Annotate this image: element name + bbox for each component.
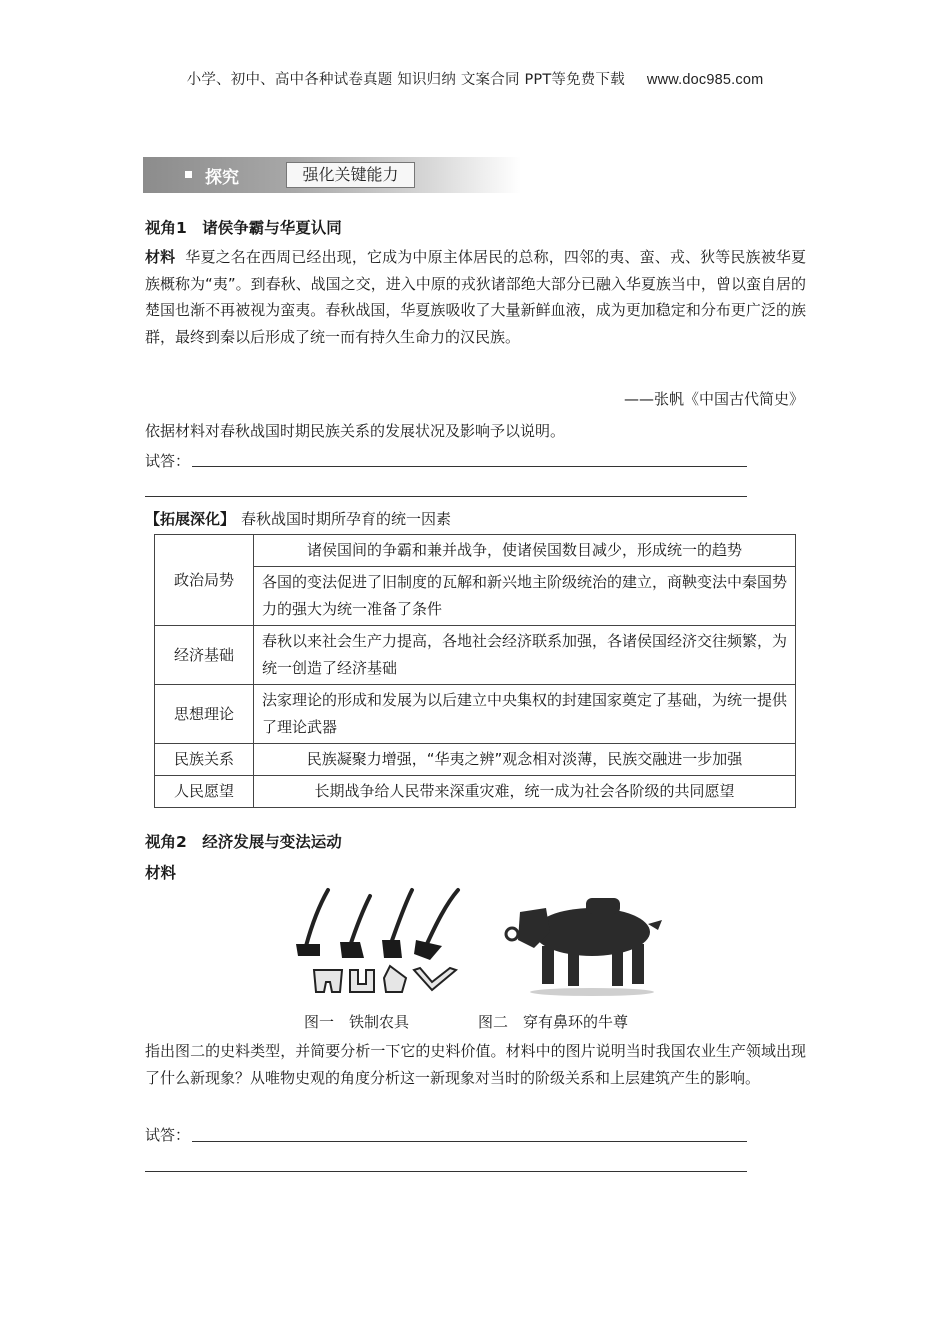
expansion-title: 春秋战国时期所孕育的统一因素 (241, 510, 452, 528)
table-row (155, 776, 796, 808)
table-row (155, 744, 796, 776)
unity-factors-table (154, 534, 796, 808)
expansion-heading (145, 508, 451, 529)
zun-vessel-icon (586, 898, 620, 914)
iron-head-icon (350, 970, 374, 992)
answer-line-4[interactable] (145, 1171, 747, 1172)
section1-question: 依据材料对春秋战国时期民族关系的发展状况及影响予以说明。 (145, 422, 566, 440)
material-source: ——张帆《中国古代简史》 (623, 390, 804, 408)
section2-title: 视角2 经济发展与变法运动 (145, 833, 342, 851)
section2-question: 指出图二的史料类型，并简要分析一下它的史料价值。材料中的图片说明当时我国农业生产领域出现了什么新现象？从唯物史观的角度分析这一新现象对当时的阶级关系和上层建筑产生的影响。 (145, 1042, 806, 1087)
ox-leg-icon (612, 948, 623, 986)
expansion-label: 【拓展深化】 (145, 510, 236, 528)
answer-line-2[interactable] (145, 496, 747, 497)
row-content: 诸侯国间的争霸和兼并战争，使诸侯国数目减少，形成统一的趋势 (254, 535, 796, 567)
row-key: 人民愿望 (155, 776, 254, 808)
ox-tail-icon (648, 920, 662, 930)
iron-tools-figure (290, 884, 470, 1002)
ox-leg-icon (542, 946, 554, 984)
ox-leg-icon (632, 944, 644, 984)
iron-head-icon (414, 968, 456, 990)
section2-material-label: 材料 (145, 864, 177, 882)
banner-subtitle: 强化关键能力 (286, 162, 415, 188)
section1-title: 视角1 诸侯争霸与华夏认同 (145, 219, 342, 237)
section1-material (145, 244, 806, 350)
shadow-icon (530, 988, 654, 996)
row-key: 思想理论 (155, 685, 254, 744)
row-content: 法家理论的形成和发展为以后建立中央集权的封建国家奠定了基础，为统一提供了理论武器 (254, 685, 796, 744)
row-key: 经济基础 (155, 626, 254, 685)
iron-head-icon (314, 970, 342, 992)
tool-handle (306, 890, 328, 946)
row-content: 春秋以来社会生产力提高，各地社会经济联系加强，各诸侯国经济交往频繁，为统一创造了经济基础 (254, 626, 796, 685)
tool-handle (390, 890, 412, 946)
header-text: 小学、初中、高中各种试卷真题 知识归纳 文案合同 PPT等免费下载 (186, 72, 625, 88)
page-header (0, 68, 950, 89)
nose-ring-icon (506, 928, 518, 940)
material-text: 华夏之名在西周已经出现，它成为中原主体居民的总称，四邻的夷、蛮、戎、狄等民族被华夏族概称为“夷”。到春秋、战国之交，进入中原的戎狄诸部绝大部分已融入华夏族当中，曾以蛮自居的楚国也渐不再被视为蛮夷。春秋战国，华夏族吸收了大量新鲜血液，成为更加稳定和分布更广泛的族群，最终到秦以后形成了统一而有持久生命力的汉民族。 (145, 248, 806, 346)
shovel-blade-icon (382, 940, 402, 958)
material-label: 材料 (145, 248, 176, 266)
section2-answer-label: 试答： (145, 1126, 191, 1144)
section-banner (143, 157, 521, 193)
answer-line-3[interactable] (192, 1141, 747, 1142)
header-site[interactable]: www.doc985.com (646, 72, 764, 88)
figure1-caption: 图一 铁制农具 (304, 1013, 410, 1031)
hoe-blade-icon (296, 944, 320, 956)
table-row (155, 535, 796, 567)
row-key: 民族关系 (155, 744, 254, 776)
section1-answer-label: 试答： (145, 452, 191, 470)
banner-tag: 探究 (205, 168, 239, 188)
table-row (155, 626, 796, 685)
spade-blade-icon (340, 942, 364, 958)
tool-handle (350, 896, 370, 946)
tool-handle (426, 890, 458, 946)
row-content: 长期战争给人民带来深重灾难，统一成为社会各阶级的共同愿望 (254, 776, 796, 808)
square-bullet-icon (185, 171, 192, 178)
plow-blade-icon (414, 940, 442, 960)
row-content: 民族凝聚力增强，“华夷之辨”观念相对淡薄，民族交融进一步加强 (254, 744, 796, 776)
ox-zun-figure (500, 890, 670, 1002)
iron-head-icon (384, 966, 406, 992)
table-row (155, 685, 796, 744)
row-content: 各国的变法促进了旧制度的瓦解和新兴地主阶级统治的建立，商鞅变法中秦国势力的强大为统一准备了条件 (254, 567, 796, 626)
row-key: 政治局势 (155, 535, 254, 626)
answer-line-1[interactable] (192, 466, 747, 467)
ox-leg-icon (568, 948, 579, 986)
figure2-caption: 图二 穿有鼻环的牛尊 (478, 1013, 629, 1031)
